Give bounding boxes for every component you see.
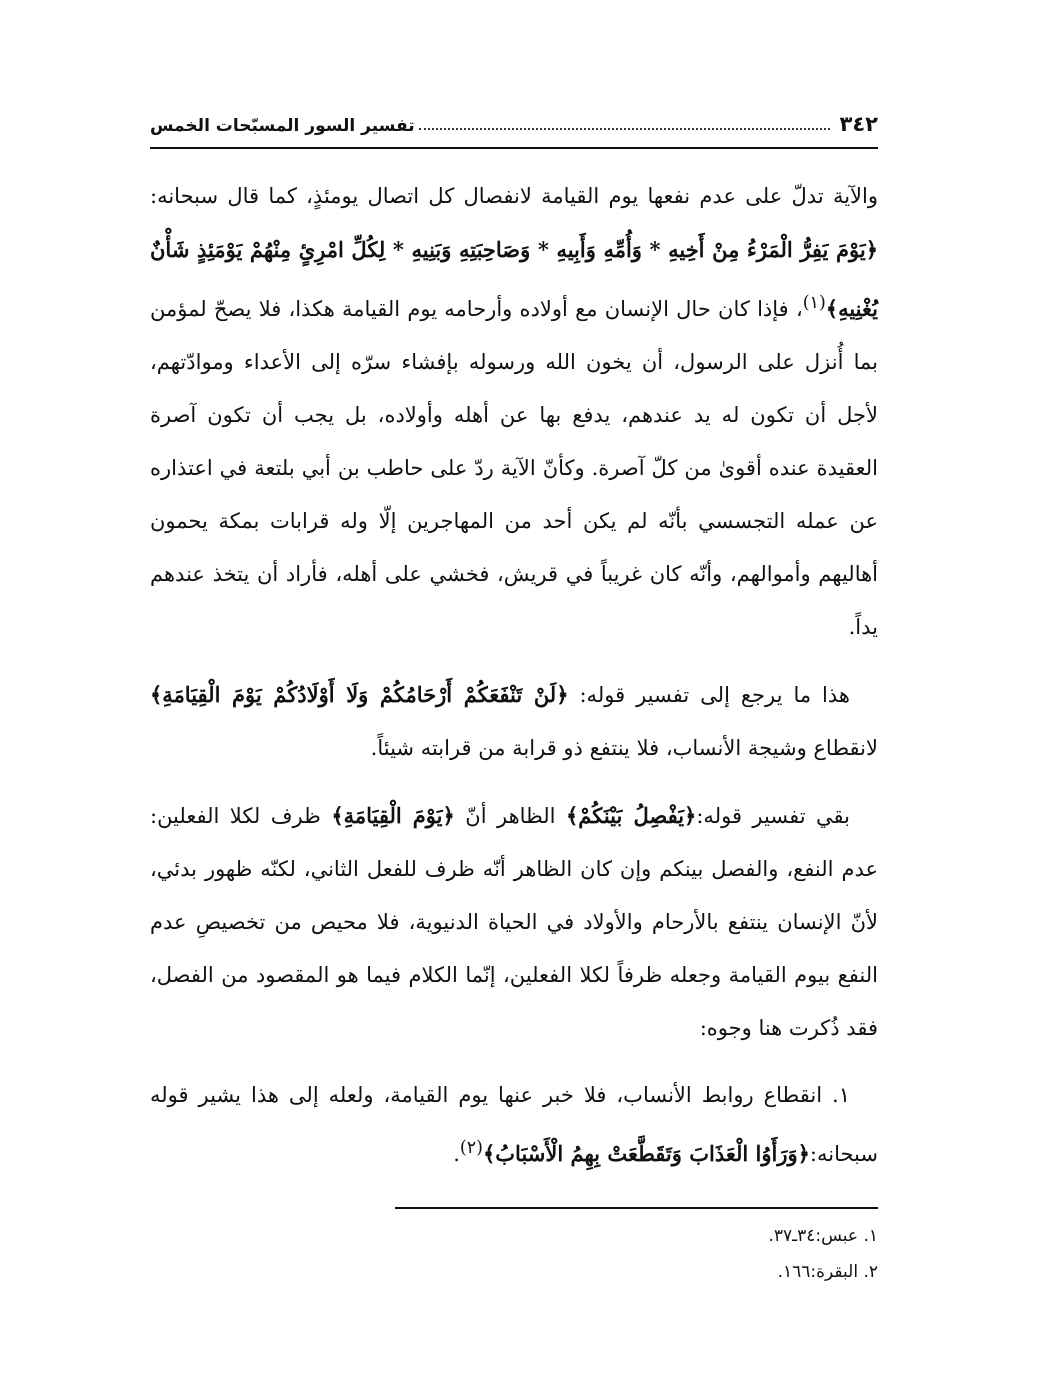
footnote-ref-1: (١)	[802, 293, 826, 313]
paragraph-3-text-a: بقي تفسير قوله:	[696, 804, 850, 828]
page-number: ٣٤٢	[839, 112, 878, 136]
main-text	[150, 170, 878, 1181]
footnotes	[500, 1218, 878, 1290]
paragraph-4	[150, 1069, 878, 1181]
paragraph-2	[150, 668, 878, 775]
paragraph-2-text-b: لانقطاع وشيجة الأنساب، فلا ينتفع ذو قرابة من قرابته شيئاً.	[370, 736, 878, 760]
paragraph-3	[150, 789, 878, 1055]
quran-verse-arham: ﴿لَنْ تَنْفَعَكُمْ أَرْحَامُكُمْ وَلَا أَوْلَادُكُمْ يَوْمَ الْقِيَامَةِ﴾	[150, 682, 569, 707]
paragraph-4-text-a: ١. انقطاع روابط الأنساب، فلا خبر عنها يوم القيامة، ولعله إلى هذا يشير قوله سبحانه:	[150, 1083, 878, 1166]
paragraph-4-text-b: .	[453, 1142, 460, 1166]
paragraph-3-text-c: ظرف لكلا الفعلين: عدم النفع، والفصل بينكم وإن كان الظاهر أنّه ظرف للفعل الثاني، لكنّه ظهور بدئي، لأنّ الإنسان ينتفع بالأرحام والأولاد في الحياة الدنيوية، فلا محيص من تخصيصِ عدم النفع بيوم القيامة وجعله ظرفاً لكلا الفعلين، إنّما الكلام فيما هو المقصود من الفصل، فقد ذُكرت هنا وجوه:	[150, 804, 878, 1040]
book-title: تفسير السور المسبّحات الخمس	[150, 116, 415, 136]
header-rule	[150, 147, 878, 149]
quran-verse-baqara: ﴿وَرَأَوُا الْعَذَابَ وَتَقَطَّعَتْ بِهِمُ الْأَسْبَابُ﴾	[482, 1141, 810, 1166]
paragraph-2-text-a: هذا ما يرجع إلى تفسير قوله:	[568, 683, 850, 707]
footnote-1: ١. عبس:٣٤ـ٣٧.	[768, 1226, 878, 1246]
footnote-ref-2: (٢)	[459, 1138, 483, 1158]
quran-verse-yafsilu: ﴿يَفْصِلُ بَيْنَكُمْ﴾	[565, 803, 697, 828]
quran-verse-qiyama: ﴿يَوْمَ الْقِيَامَةِ﴾	[331, 803, 455, 828]
footnote-rule	[395, 1207, 878, 1209]
paragraph-3-text-b: الظاهر أنّ	[454, 804, 566, 828]
running-header	[150, 100, 878, 136]
paragraph-1-text-b: ، فإذا كان حال الإنسان مع أولاده وأرحامه يوم القيامة هكذا، فلا يصحّ لمؤمن بما أُنزل على الرسول، أن يخون الله ورسوله بإفشاء سرّه إلى الأعداء وموادّتهم، لأجل أن تكون له يد عندهم، يدفع بها عن أهله وأولاده، بل يجب أن تكون آصرة العقيدة عنده أقوىٰ من كلّ آصرة. وكأنّ الآية ردّ على حاطب بن أبي بلتعة في اعتذاره عن عمله التجسسي بأنّه لم يكن أحد من المهاجرين إلّا وله قرابات بمكة يحمون أهاليهم وأموالهم، وأنّه كان غريباً في قريش، فخشي على أهله، فأراد أن يتخذ عندهم يداً.	[150, 297, 878, 639]
header-dot-leader	[419, 128, 830, 130]
paragraph-1	[150, 170, 878, 654]
footnote-2: ٢. البقرة:١٦٦.	[777, 1262, 878, 1282]
quran-verse-abasa: ﴿يَوْمَ يَفِرُّ الْمَرْءُ مِنْ أَخِيهِ * وَأُمِّهِ وَأَبِيهِ * وَصَاحِبَتِهِ وَبَنِيهِ * لِكُلِّ امْرِئٍ مِنْهُمْ يَوْمَئِذٍ شَأْنٌ يُغْنِيهِ﴾	[150, 237, 878, 321]
paragraph-1-text-a: والآية تدلّ على عدم نفعها يوم القيامة لانفصال كل اتصال يومئذٍ، كما قال سبحانه:	[150, 184, 878, 208]
